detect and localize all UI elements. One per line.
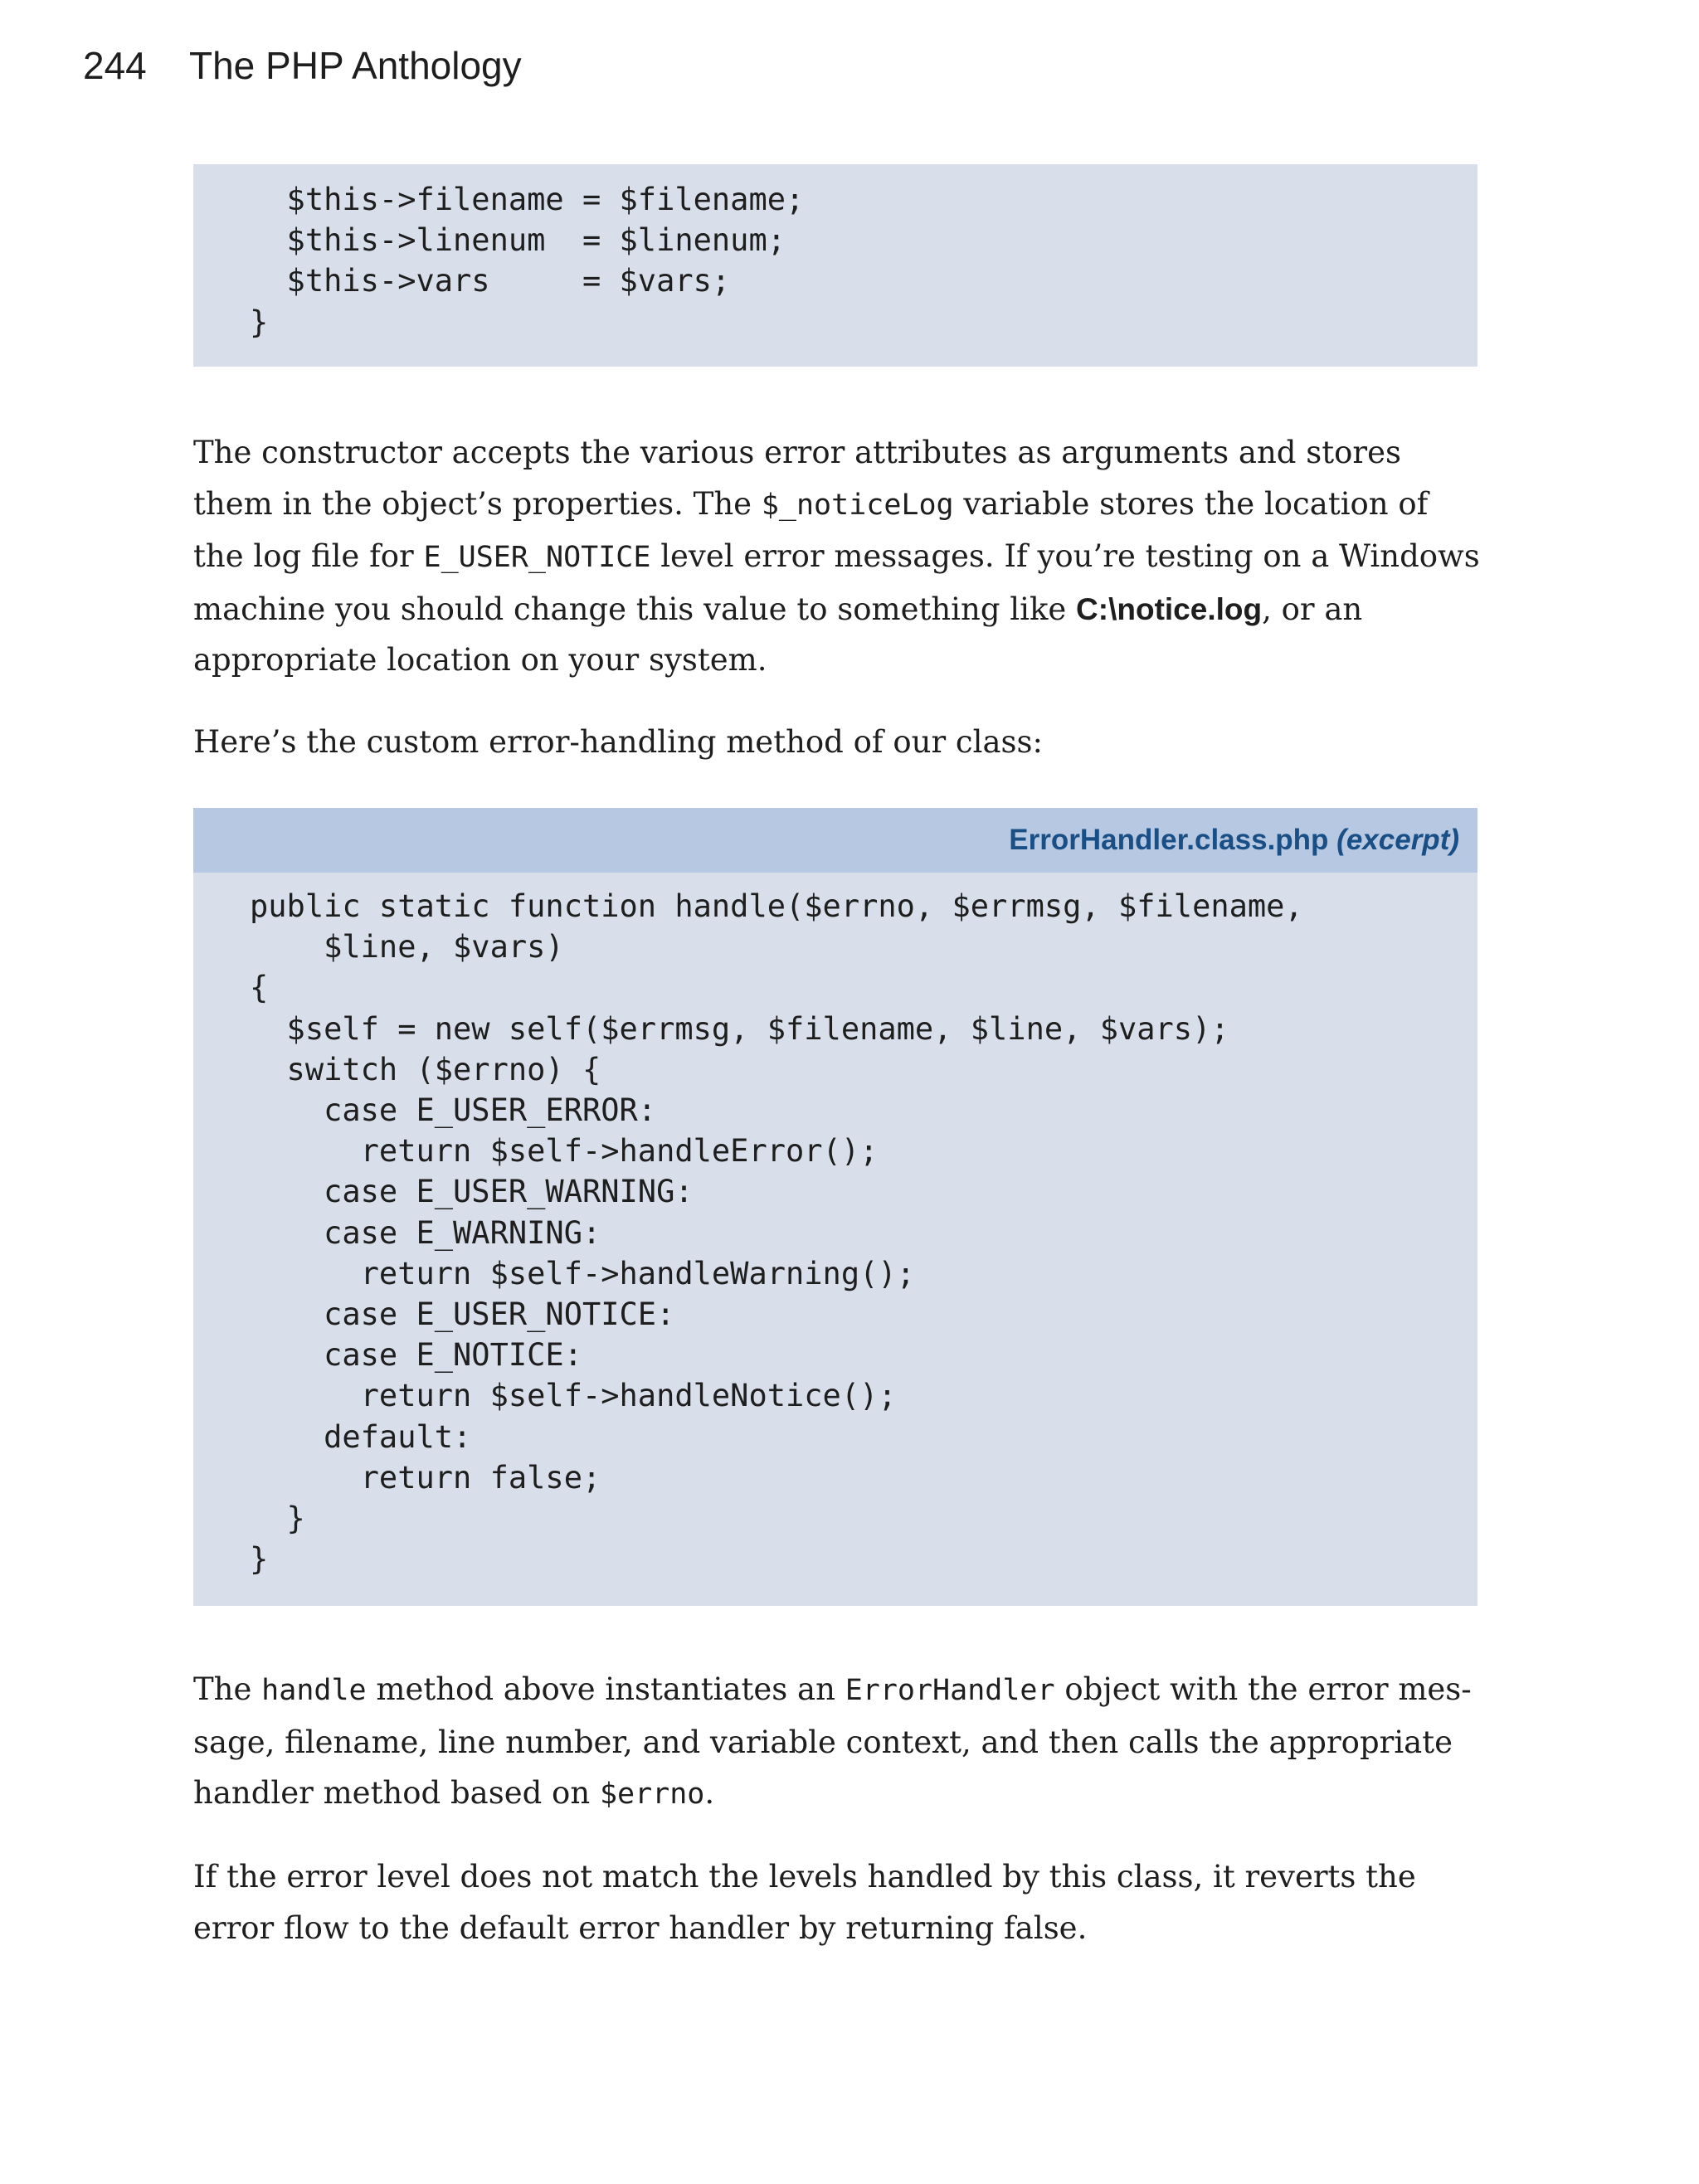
text-run: , or an appropriate location on your system. [193,591,1363,678]
code-qualifier: (excerpt) [1336,824,1459,856]
text-run: method above instantiates an [366,1671,845,1707]
code-listing-handle-method [193,808,1477,1606]
text-run: object with the error mes-sage, filename, line number, and variable context, and then calls the appropriate handler method based on [193,1671,1472,1811]
paragraph-default-handler: If the error level does not match the levels handled by this class, it reverts the error flow to the default error handler by returning false. [193,1859,1416,1946]
paragraph-intro-handler: Here’s the custom error-handling method of our class: [193,724,1043,760]
inline-code: $_noticeLog [761,488,954,522]
inline-code: ErrorHandler [845,1674,1055,1707]
text-run: variable stores the location of the log file for [193,485,1429,574]
inline-code: handle [261,1674,367,1707]
inline-code: $errno [599,1778,705,1811]
code-caption [193,808,1477,873]
paragraph-constructor-explanation [193,427,1487,686]
page-number: 244 [83,44,147,87]
code-text: $this->filename = $filename; $this->linenum = $linenum; $this->vars = $vars; } [250,182,805,340]
text-run: . [704,1775,715,1811]
page-header [83,43,522,88]
file-path: C:\notice.log [1076,591,1263,626]
text-run: The [193,1671,262,1707]
paragraph-handle-explanation [193,1664,1487,1821]
inline-code: E_USER_NOTICE [423,541,651,574]
code-text: public static function handle($errno, $errmsg, $filename, $line, $vars) { $self = new self($errmsg, $filename, $line, $vars); switch ($errno) { case E_USER_ERROR: return $self->handleError(); case E_USER_WARNING: case E_WARNING: return $self->handleWarning(); case E_USER_NOTICE: case E_NOTICE: return $self->handleNotice(); default: return false; } } [250,888,1303,1578]
book-title: The PHP Anthology [189,44,522,87]
text-run: The constructor accepts the various error attributes as arguments and stores them in the object’s properties. The [193,435,1401,522]
code-listing-constructor-end [193,164,1477,367]
text-run: level error messages. If you’re testing on a Windows machine you should change this value to something like [193,538,1480,627]
code-filename: ErrorHandler.class.php [1009,824,1329,856]
